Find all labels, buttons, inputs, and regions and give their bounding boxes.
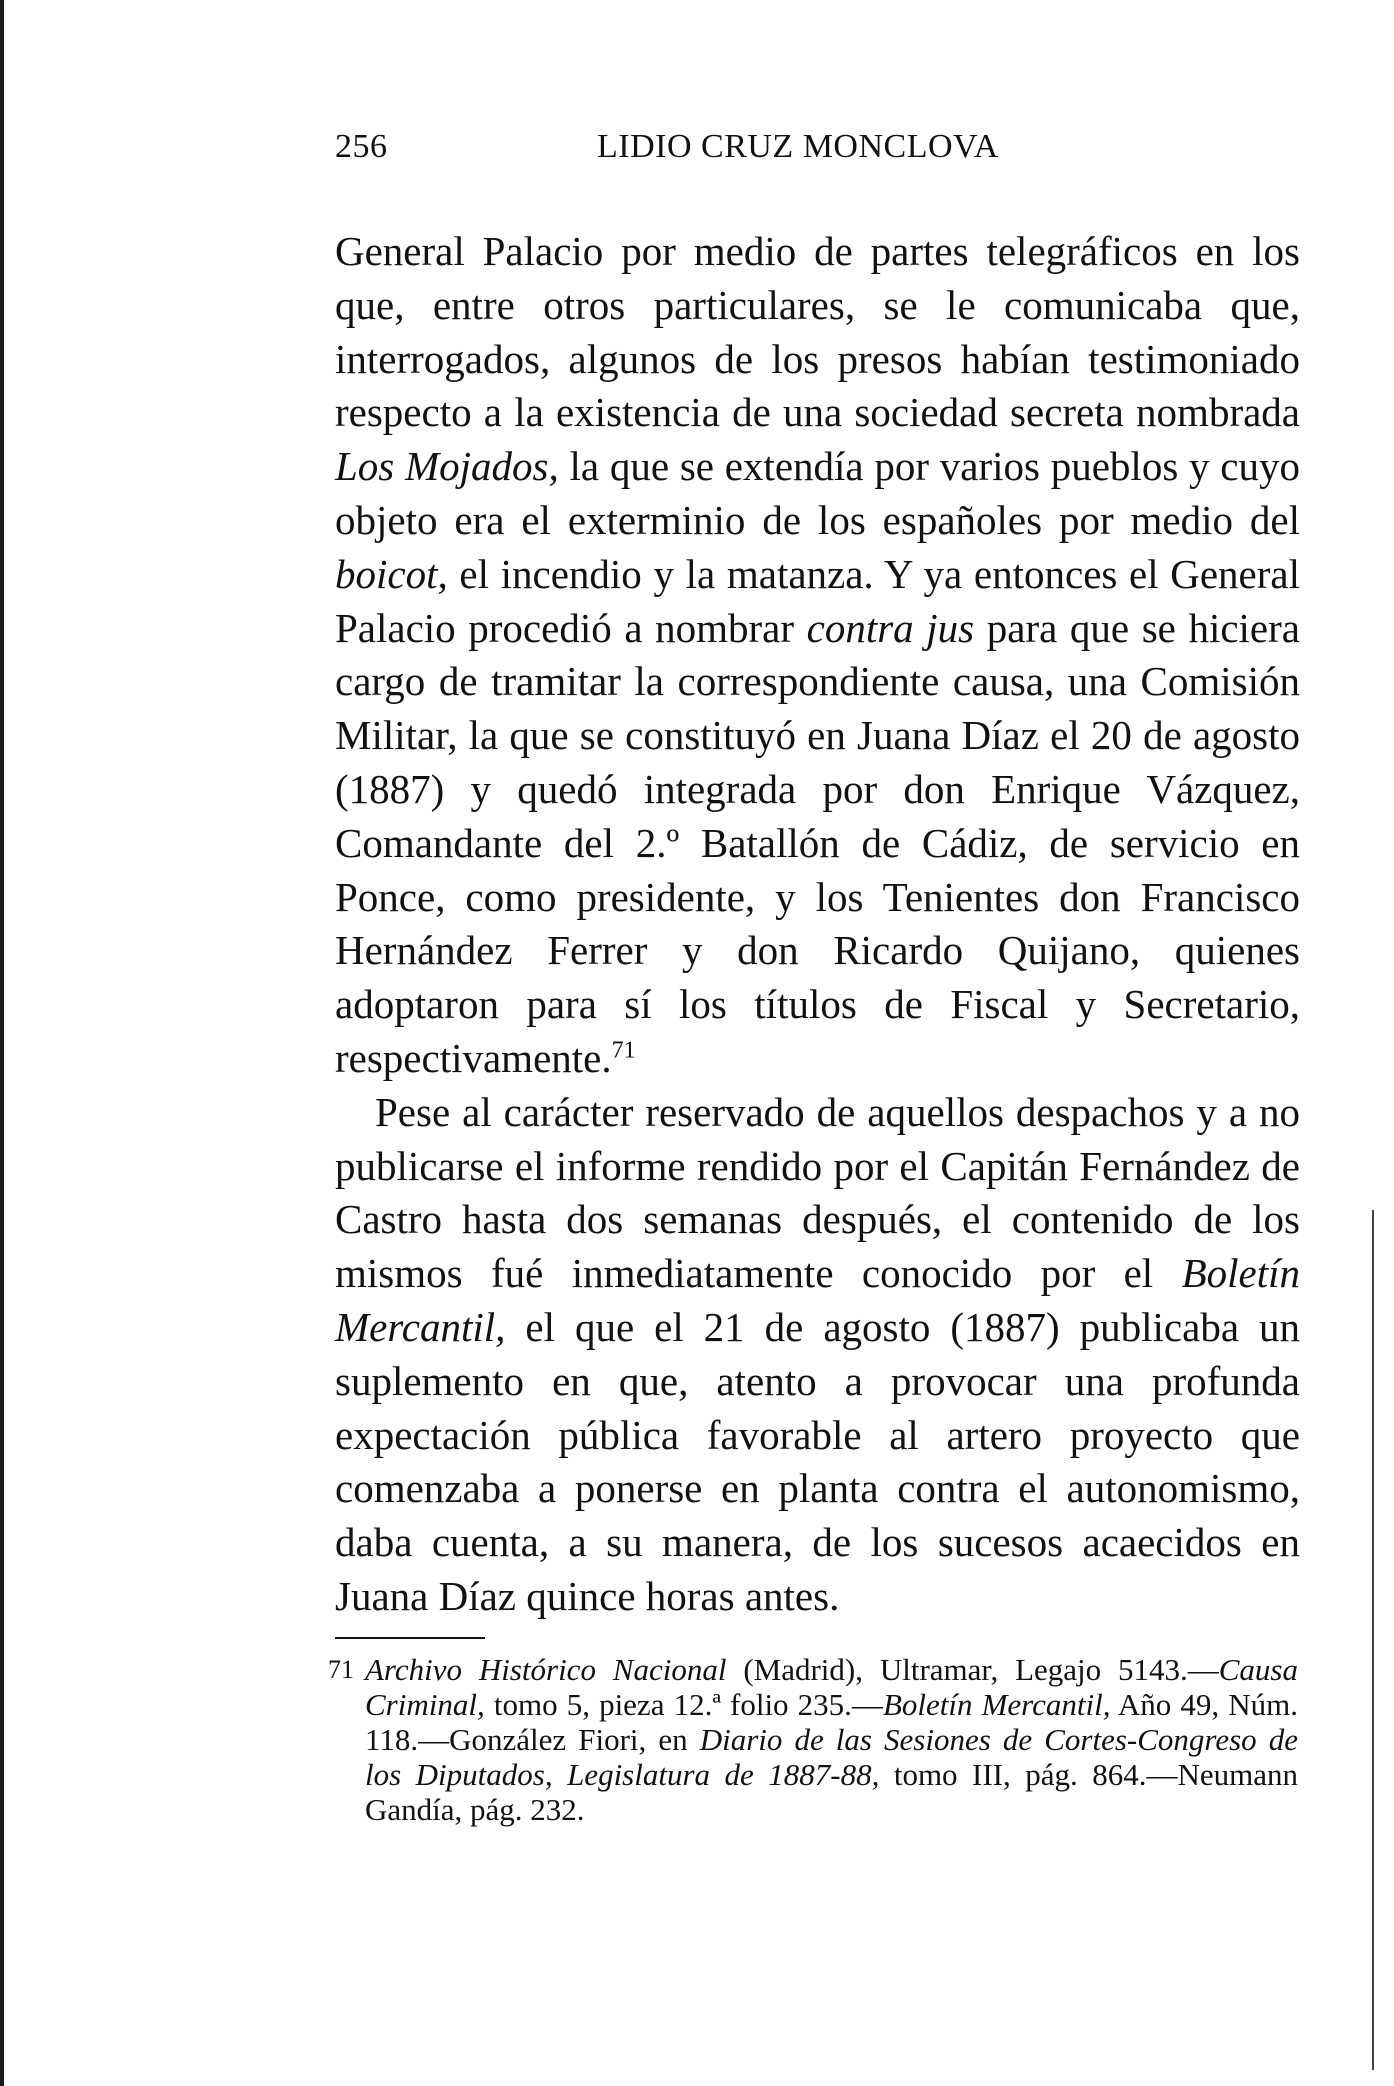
footnote-text: [365, 1652, 1298, 1827]
paragraph-2-text-b: el que el 21 de agosto (1887) publicaba un suplemento en que, atento a provocar una profunda expectación pública favorable al artero proyecto que comenzaba a ponerse en planta contra el autonomismo, daba cuenta, a su manera, de los sucesos acaecidos en Juana Díaz quince horas antes.: [335, 1303, 1300, 1619]
footnote-italic-b: Causa Criminal,: [365, 1652, 1298, 1722]
footnote-text-b: tomo 5, pieza 12.ª folio 235.—: [484, 1687, 883, 1722]
paragraph-1-italic-b: boicot,: [335, 550, 448, 597]
paragraph-1-text-a: General Palacio por medio de partes telegráficos en los que, entre otros particulares, se le comunicaba que, interrogados, algunos de los presos habían testimoniado respecto a la existencia de una sociedad secreta nombrada: [335, 228, 1300, 436]
body-text: [335, 225, 1300, 1624]
footnote-text-c: Año 49, Núm. 118.—González Fiori, en: [365, 1687, 1299, 1757]
footnote-text-a: (Madrid), Ultramar, Legajo 5143.—: [726, 1652, 1219, 1687]
page-header: [335, 128, 1300, 178]
paragraph-2-text-a: Pese al carácter reservado de aquellos despachos y a no publicarse el informe rendido por el Capitán Fernández de Castro hasta dos semanas después, el contenido de los mismos fué inmediatamente conocido por el: [335, 1088, 1300, 1297]
footnote-text-d: tomo III, pág. 864.—Neumann Gandía, pág. 232.: [365, 1757, 1298, 1827]
running-head: LIDIO CRUZ MONCLOVA: [597, 128, 999, 165]
paragraph-1: [335, 225, 1300, 1086]
page-number: 256: [335, 128, 388, 165]
footnote-italic-d: Diario de las Sesiones de Cortes-Congreso de los Diputados, Legislatura de 1887-88,: [365, 1722, 1298, 1792]
footnote-separator-rule: [335, 1637, 485, 1639]
paragraph-1-text-b: la que se extendía por varios pueblos y cuyo objeto era el exterminio de los españoles por medio del: [335, 443, 1300, 543]
paragraph-2: [335, 1086, 1300, 1624]
paragraph-1-italic-c: contra jus: [806, 604, 975, 651]
paragraph-1-text-c: el incendio y la matanza. Y ya entonces el General Palacio procedió a nombrar: [335, 550, 1300, 651]
footnote: [328, 1652, 1298, 1827]
scan-page-edge-left: [0, 0, 4, 2086]
paragraph-1-italic-a: Los Mojados,: [335, 443, 559, 490]
footnote-reference: 71: [611, 1037, 636, 1064]
footnote-italic-c: Boletín Mercantil,: [882, 1687, 1111, 1722]
scan-page-edge-right: [1372, 1210, 1374, 2070]
paragraph-1-text-d: para que se hiciera cargo de tramitar la correspondiente causa, una Comisión Militar, la que se constituyó en Juana Díaz el 20 de agosto (1887) y quedó integrada por don Enrique Vázquez, Comandante del 2.º Batallón de Cádiz, de servicio en Ponce, como presidente, y los Tenientes don Francisco Hernández Ferrer y don Ricardo Quijano, quienes adoptaron para sí los títulos de Fiscal y Secretario, respectivamente.: [335, 604, 1300, 1081]
footnote-italic-a: Archivo Histórico Nacional: [365, 1652, 727, 1687]
paragraph-2-italic-a: Boletín Mercantil,: [335, 1250, 1300, 1350]
footnote-number: 71: [328, 1655, 354, 1684]
